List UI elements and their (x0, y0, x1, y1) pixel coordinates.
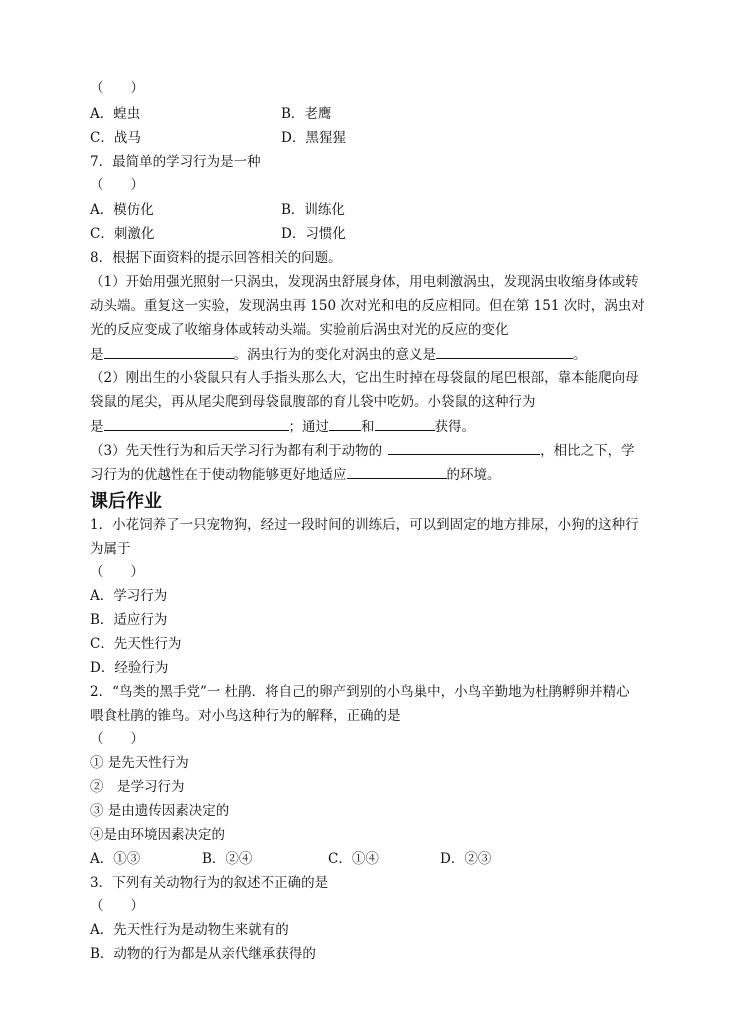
q8-p2-line3-b: ；通过 (288, 419, 329, 435)
q6-paren: （ ） (90, 80, 144, 96)
hw-q2-line2: 喂食杜鹃的锥鸟。对小鸟这种行为的解释，正确的是 (90, 708, 401, 724)
hw-q2-line1: 2．“鸟类的黑手党”一 杜鹃．将自己的卵产到别的小鸟巢中，小鸟辛勤地为杜鹃孵卵并精心 (90, 684, 630, 700)
hw-q2-paren: （ ） (90, 731, 144, 747)
q8-p2-line3-a: 是 (90, 419, 104, 435)
q8-p3-line2 (90, 465, 501, 484)
hw-q3-option-a: A．先天性行为是动物生来就有的 (90, 922, 289, 938)
section-heading: 课后作业 (90, 491, 162, 512)
hw-q2-item-4: ④是由环境因素决定的 (90, 827, 225, 843)
hw-q2-option-c: C．①④ (328, 851, 379, 867)
q8-stem: 8．根据下面资料的提示回答相关的问题。 (90, 250, 342, 266)
hw-q1-option-a: A．学习行为 (90, 588, 168, 604)
answer-blank[interactable] (347, 465, 447, 479)
q8-p3-line1-a: （3）先天性行为和后天学习行为都有利于动物的 (90, 443, 383, 459)
answer-blank[interactable] (329, 417, 361, 431)
hw-q2-option-a: A．①③ (90, 851, 141, 867)
hw-q1-paren: （ ） (90, 564, 144, 580)
q8-p1-line4-b: 。涡虫行为的变化对涡虫的意义是 (233, 347, 436, 363)
q8-p3-line2-a: 习行为的优越性在于使动物能够更好地适应 (90, 467, 347, 483)
q7-paren: （ ） (90, 177, 144, 193)
q8-p2-line2: 袋鼠的尾尖，再从尾尖爬到母袋鼠腹部的育儿袋中吃奶。小袋鼠的这种行为 (90, 394, 536, 410)
q8-p2-line3 (90, 417, 475, 436)
q6-option-c: C．战马 (90, 130, 141, 146)
q8-p1-line1: （1）开始用强光照射一只涡虫，发现涡虫舒展身体，用电刺激涡虫，发现涡虫收缩身体或转 (90, 274, 639, 290)
q8-p2-line3-c: 和 (361, 419, 375, 435)
q7-option-a: A．模仿化 (90, 202, 154, 218)
q8-p1-line4-c: 。 (573, 347, 587, 363)
answer-blank[interactable] (388, 441, 540, 455)
q8-p3-line2-b: 的环境。 (446, 467, 501, 483)
q8-p2-line1: （2）刚出生的小袋鼠只有人手指头那么大，它出生时掉在母袋鼠的尾巴根部，靠本能爬向母 (90, 370, 639, 386)
hw-q3-stem: 3．下列有关动物行为的叙述不正确的是 (90, 875, 329, 891)
hw-q1-option-d: D．经验行为 (90, 660, 169, 676)
answer-blank[interactable] (375, 417, 435, 431)
q7-option-c: C．刺激化 (90, 226, 155, 242)
hw-q3-paren: （ ） (90, 898, 144, 914)
q8-p1-line3: 光的反应变成了收缩身体或转动头端。实验前后涡虫对光的反应的变化 (90, 322, 509, 338)
q8-p2-line3-d: 获得。 (434, 419, 475, 435)
q8-p1-line4-a: 是 (90, 347, 104, 363)
answer-blank[interactable] (436, 345, 573, 359)
hw-q2-option-d: D．②③ (440, 851, 492, 867)
hw-q2-item-3: ③ 是由遗传因素决定的 (90, 803, 230, 819)
answer-blank[interactable] (104, 417, 289, 431)
hw-q1-line2: 为属于 (90, 541, 131, 557)
q8-p3-line1-b: ，相比之下，学 (540, 443, 635, 459)
hw-q1-option-c: C．先天性行为 (90, 636, 182, 652)
answer-blank[interactable] (104, 345, 234, 359)
hw-q1-option-b: B．适应行为 (90, 612, 168, 628)
q7-option-b: B．训练化 (281, 202, 345, 218)
q7-option-d: D．习惯化 (281, 226, 346, 242)
q8-p1-line2: 动头端。重复这一实验，发现涡虫再 150 次对光和电的反应相同。但在第 151 次时，涡虫对 (90, 298, 645, 314)
hw-q3-option-b: B．动物的行为都是从亲代继承获得的 (90, 946, 316, 962)
q6-option-b: B．老鹰 (281, 106, 332, 122)
hw-q1-line1: 1．小花饲养了一只宠物狗，经过一段时间的训练后，可以到固定的地方排尿，小狗的这种行 (90, 517, 639, 533)
hw-q2-item-2: ② 是学习行为 (90, 779, 185, 795)
q6-option-a: A．蝗虫 (90, 106, 141, 122)
q6-option-d: D．黑猩猩 (281, 130, 346, 146)
q7-stem: 7．最简单的学习行为是一种 (90, 154, 261, 170)
hw-q2-item-1: ① 是先天性行为 (90, 755, 189, 771)
q8-p3-line1 (90, 441, 635, 460)
hw-q2-option-b: B．②④ (202, 851, 253, 867)
q8-p1-line4 (90, 345, 587, 364)
